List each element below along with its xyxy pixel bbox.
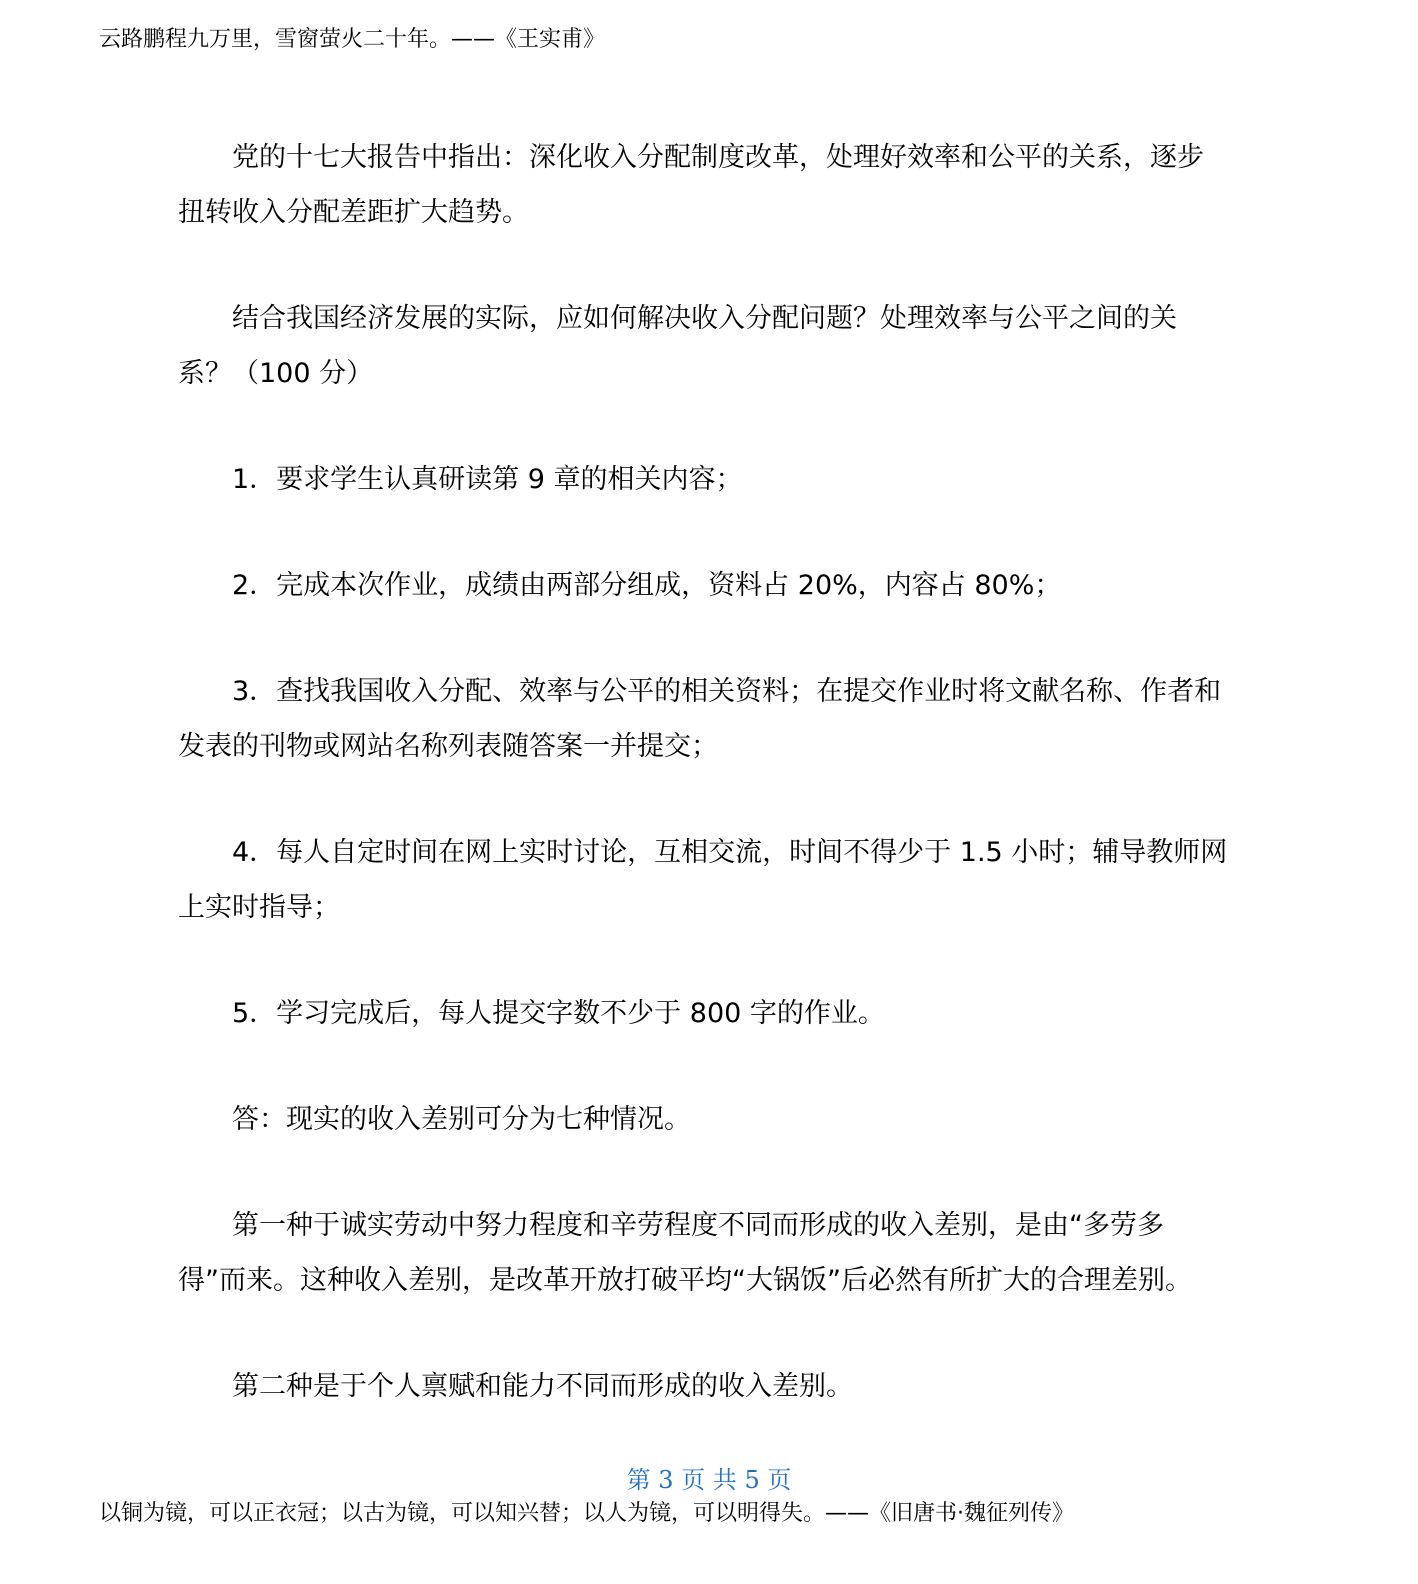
answer-paragraph-2: 第二种是于个人禀赋和能力不同而形成的收入差别。 <box>232 1371 853 1402</box>
header-quote: 云路鹏程九万里，雪窗萤火二十年。——《王实甫》 <box>99 27 606 52</box>
document-body <box>178 130 1228 1465</box>
requirement-item-5: 5．学习完成后，每人提交字数不少于 800 字的作业。 <box>232 998 885 1029</box>
answer-intro: 答：现实的收入差别可分为七种情况。 <box>232 1104 691 1135</box>
answer-paragraph-1: 第一种于诚实劳动中努力程度和辛劳程度不同而形成的收入差别，是由“多劳多得”而来。这种收入差别，是改革开放打破平均“大锅饭”后必然有所扩大的合理差别。 <box>178 1210 1192 1296</box>
page-number: 第 3 页 共 5 页 <box>626 1466 792 1494</box>
requirement-item-2: 2．完成本次作业，成绩由两部分组成，资料占 20%，内容占 80%； <box>232 570 1062 601</box>
paragraph-question: 结合我国经济发展的实际，应如何解决收入分配问题？处理效率与公平之间的关系？（100 分） <box>178 303 1177 389</box>
requirement-item-1: 1．要求学生认真研读第 9 章的相关内容； <box>232 464 743 495</box>
requirement-item-3: 3．查找我国收入分配、效率与公平的相关资料；在提交作业时将文献名称、作者和发表的刊物或网站名称列表随答案一并提交； <box>178 676 1222 762</box>
footer-quote: 以铜为镜，可以正衣冠；以古为镜，可以知兴替；以人为镜，可以明得失。——《旧唐书·魏征列传》 <box>99 1501 1074 1526</box>
paragraph-intro: 党的十七大报告中指出：深化收入分配制度改革，处理好效率和公平的关系，逐步扭转收入分配差距扩大趋势。 <box>178 142 1204 228</box>
requirement-item-4: 4．每人自定时间在网上实时讨论，互相交流，时间不得少于 1.5 小时；辅导教师网上实时指导； <box>178 837 1228 923</box>
